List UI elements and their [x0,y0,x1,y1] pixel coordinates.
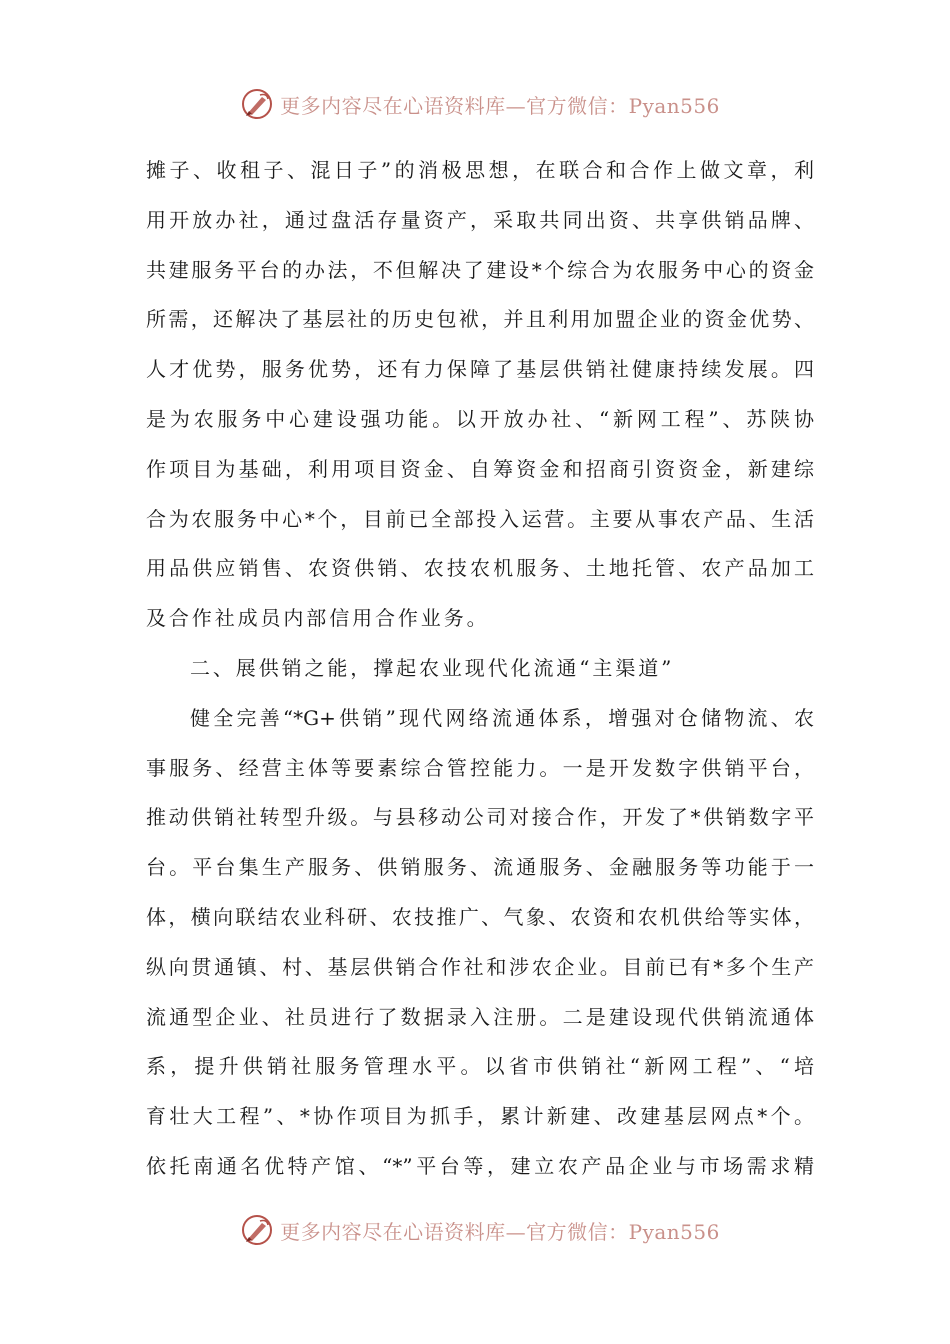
document-body [146,146,814,1192]
text-line: 摊子、收租子、混日子”的消极思想，在联合和合作上做文章，利 [146,158,814,182]
watermark-text: 更多内容尽在心语资料库—官方微信：Pyan556 [280,1219,720,1244]
text-line: 系，提升供销社服务管理水平。以省市供销社“新网工程”、“培 [146,1054,814,1079]
pen-logo-icon [240,87,274,121]
watermark-banner-bottom [0,1210,950,1250]
text-line: 依托南通名优特产馆、“*”平台等，建立农产品企业与市场需求精 [146,1153,814,1178]
text-line: 所需，还解决了基层社的历史包袱，并且利用加盟企业的资金优势、 [146,307,814,332]
text-line: 作项目为基础，利用项目资金、自筹资金和招商引资资金，新建综 [146,456,814,481]
text-line: 健全完善“*G+供销”现代网络流通体系，增强对仓储物流、农 [190,705,814,730]
pen-logo-icon [240,1213,274,1247]
text-line: 共建服务平台的办法，不但解决了建设*个综合为农服务中心的资金 [146,257,814,282]
text-line: 体，横向联结农业科研、农技推广、气象、农资和农机供给等实体， [146,904,814,929]
text-line: 及合作社成员内部信用合作业务。 [146,606,490,631]
text-line: 推动供销社转型升级。与县移动公司对接合作，开发了*供销数字平 [146,805,814,830]
text-line: 事服务、经营主体等要素综合管控能力。一是开发数字供销平台， [146,755,814,780]
text-line: 育壮大工程”、*协作项目为抓手，累计新建、改建基层网点*个。 [146,1104,814,1129]
text-line: 用品供应销售、农资供销、农技农机服务、土地托管、农产品加工 [146,556,814,581]
watermark-group [240,87,720,121]
watermark-text: 更多内容尽在心语资料库—官方微信：Pyan556 [280,93,720,118]
text-line: 台。平台集生产服务、供销服务、流通服务、金融服务等功能于一 [146,855,814,880]
text-line: 人才优势，服务优势，还有力保障了基层供销社健康持续发展。四 [146,357,814,382]
text-line: 用开放办社，通过盘活存量资产，采取共同出资、共享供销品牌、 [146,207,814,232]
text-line: 流通型企业、社员进行了数据录入注册。二是建设现代供销流通体 [146,1004,814,1029]
text-line: 是为农服务中心建设强功能。以开放办社、“新网工程”、苏陕协 [146,406,814,431]
watermark-banner-top [0,84,950,124]
text-line: 纵向贯通镇、村、基层供销合作社和涉农企业。目前已有*多个生产 [146,954,814,979]
section-heading: 二、展供销之能，撑起农业现代化流通“主渠道” [190,655,675,680]
watermark-group [240,1213,720,1247]
text-line: 合为农服务中心*个，目前已全部投入运营。主要从事农产品、生活 [146,506,814,531]
